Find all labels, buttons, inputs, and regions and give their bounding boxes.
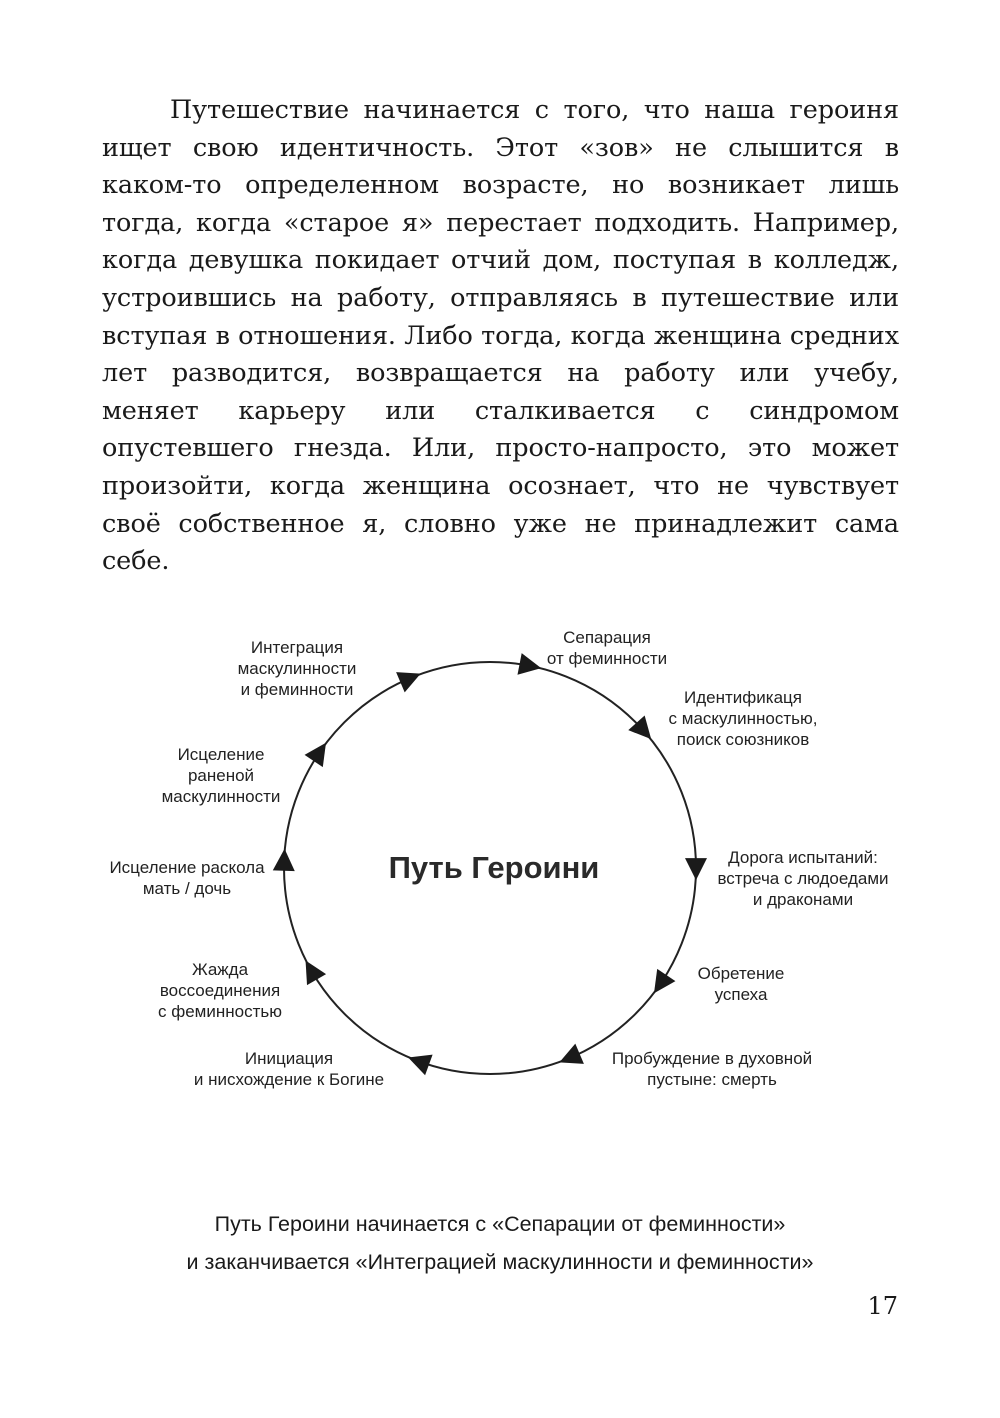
stage-label-identification [669,688,818,749]
stage-label-line: и драконами [752,890,854,909]
stage-label-line: с феминностью [158,1002,282,1021]
cycle-svg [0,600,1000,1120]
stage-label-integration [238,638,357,699]
stage-label-line: Дорога испытаний: [728,848,878,867]
stage-label-line: поиск союзников [676,730,810,749]
cycle-arrow-4 [654,969,675,993]
stage-label-line: и феминности [240,680,354,699]
cycle-arrow-1 [517,653,541,675]
stage-label-line: Интеграция [250,638,344,657]
stage-label-separation [547,628,667,668]
stage-label-healing-masculine [162,745,281,806]
cycle-arrow-7 [306,961,327,986]
stage-label-line: Исцеление [177,745,265,764]
stage-label-line: Обретение [697,964,785,983]
stage-label-line: и нисхождение к Богине [193,1070,385,1089]
stage-label-line: Пробуждение в духовной [611,1049,813,1068]
stage-label-initiation [194,1049,384,1089]
figure-caption [0,1205,1000,1281]
stage-label-line: Исцеление раскола [109,858,265,877]
stage-label-line: пустыне: смерть [647,1070,777,1089]
stage-label-line: Жажда [191,960,249,979]
heroine-journey-diagram [0,600,1000,1120]
stage-label-spiritual-desert [612,1049,812,1089]
stage-label-line: с маскулинностью, [668,709,818,728]
stage-label-healing-split [109,858,265,898]
caption-line-1: Путь Героини начинается с «Сепарации от феминности» [214,1212,786,1236]
stage-label-line: маскулинности [161,787,281,806]
diagram-center-title: Путь Героини [388,850,600,885]
stage-label-line: Сепарация [563,628,651,647]
stage-label-finding-success [698,964,785,1004]
caption-line-2: и заканчивается «Интеграцией маскулинности и феминности» [186,1250,814,1274]
stage-label-yearning-reunion [158,960,282,1021]
stage-label-line: Инициация [244,1049,334,1068]
stage-label-line: от феминности [546,649,668,668]
stage-label-line: встреча с людоедами [717,869,889,888]
stage-label-line: мать / дочь [142,879,232,898]
page-number: 17 [867,1292,898,1320]
stage-label-line: воссоединения [159,981,281,1000]
stage-label-line: маскулинности [237,659,357,678]
cycle-arrow-3 [685,858,707,880]
cycle-arrow-9 [305,743,326,767]
stage-label-line: раненой [187,766,255,785]
body-paragraph: Путешествие начинается с того, что наша героиня ищет свою идентичность. Этот «зов» не слышится в каком-то определенном возрасте, но возникает лишь тогда, когда «старое я» перестает подходить. Например, когда девушка покидает отчий дом, поступая в колледж, устроившись на работу, отправляясь в путешествие или вступая в отношения. Либо тогда, когда женщина средних лет разводится, возвращается на работу или учебу, меняет карьеру или сталкивается с синдромом опустевшего гнезда. Или, просто-напросто, это может произойти, когда женщина осознает, что не чувствует своё собственное я, словно уже не принадлежит сама себе. [102,95,899,577]
stage-label-road-of-trials [717,848,888,909]
cycle-arrow-8 [273,849,295,871]
stage-label-line: успеха [714,985,768,1004]
stage-label-line: Идентификаця [684,688,802,707]
